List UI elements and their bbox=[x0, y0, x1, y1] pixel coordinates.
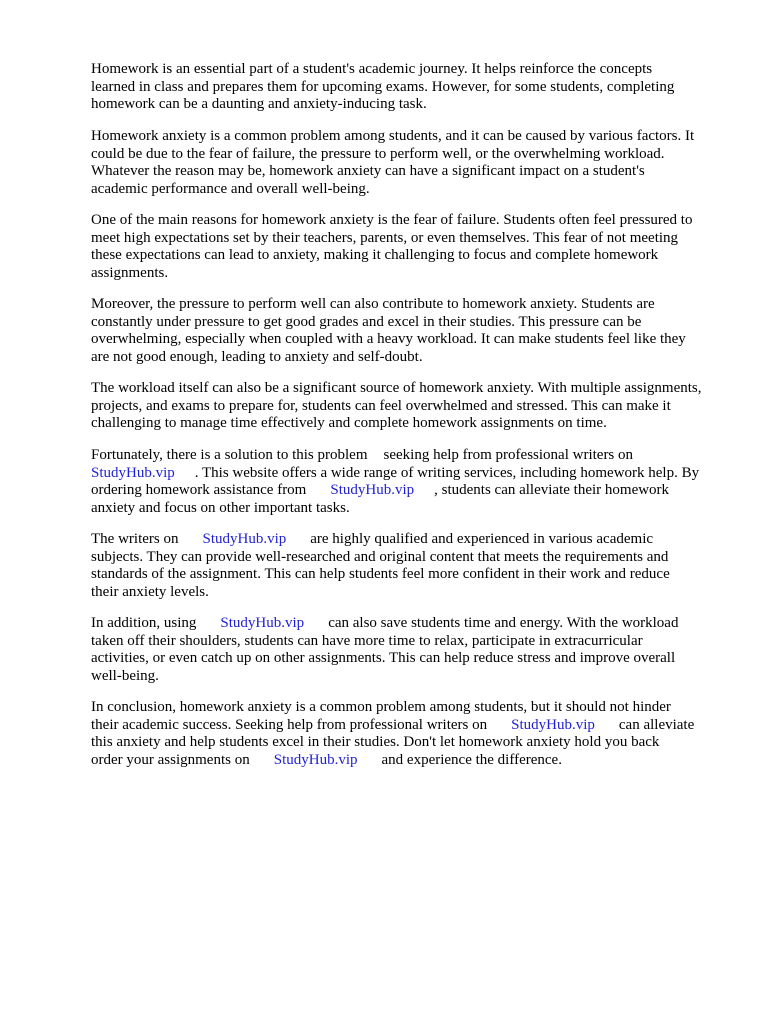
paragraph-solution bbox=[91, 447, 731, 517]
paragraph-writers bbox=[91, 531, 731, 601]
paragraph-intro bbox=[91, 61, 731, 114]
studyhub-link[interactable]: StudyHub.vip bbox=[330, 482, 415, 498]
paragraph-save-time bbox=[91, 615, 731, 685]
text-fragment: In addition, using bbox=[91, 615, 197, 631]
text-fragment: seeking help from professional writers on bbox=[383, 447, 634, 463]
text-fragment: , students can alleviate their homework bbox=[434, 482, 670, 498]
text-fragment: their academic success. Seeking help from professional writers on bbox=[91, 716, 488, 733]
text-line bbox=[91, 717, 731, 735]
text-line: taken off their shoulders, students can have more time to relax, participate in extracurricular bbox=[91, 632, 643, 649]
text-fragment: can also save students time and energy. With the workload bbox=[328, 615, 679, 631]
text-fragment: Fortunately, there is a solution to this problem bbox=[91, 447, 368, 463]
text-line bbox=[91, 752, 731, 770]
text-line bbox=[91, 447, 731, 465]
paragraph-causes bbox=[91, 128, 731, 198]
text-fragment: order your assignments on bbox=[91, 751, 250, 768]
paragraph-conclusion bbox=[91, 699, 731, 769]
text-line: The workload itself can also be a significant source of homework anxiety. With multiple assignments, bbox=[91, 380, 702, 396]
studyhub-link[interactable]: StudyHub.vip bbox=[91, 464, 175, 481]
text-line: academic performance and overall well-being. bbox=[91, 180, 370, 197]
text-line: assignments. bbox=[91, 264, 169, 281]
text-fragment: ordering homework assistance from bbox=[91, 482, 307, 498]
text-line: One of the main reasons for homework anxiety is the fear of failure. Students often feel pressured to bbox=[91, 212, 693, 228]
text-line: projects, and exams to prepare for, students can feel overwhelmed and stressed. This can make it bbox=[91, 397, 671, 414]
text-line: Moreover, the pressure to perform well can also contribute to homework anxiety. Students are bbox=[91, 296, 655, 312]
text-fragment: . This website offers a wide range of writing services, including homework help. By bbox=[194, 464, 700, 481]
text-line: are not good enough, leading to anxiety and self-doubt. bbox=[91, 348, 423, 365]
text-fragment: can alleviate bbox=[618, 716, 695, 733]
text-line: these expectations can lead to anxiety, making it challenging to focus and complete homework bbox=[91, 247, 659, 263]
text-line: activities, or even catch up on other assignments. This can help reduce stress and improve overall bbox=[91, 650, 676, 666]
text-fragment: The writers on bbox=[91, 531, 179, 547]
text-line: this anxiety and help students excel in their studies. Don't let homework anxiety hold you back bbox=[91, 734, 660, 750]
text-line: homework can be a daunting and anxiety-inducing task. bbox=[91, 96, 427, 112]
studyhub-link[interactable]: StudyHub.vip bbox=[511, 716, 595, 733]
text-line bbox=[91, 615, 731, 633]
studyhub-link[interactable]: StudyHub.vip bbox=[202, 531, 287, 547]
text-line: In conclusion, homework anxiety is a common problem among students, but it should not hinder bbox=[91, 699, 671, 715]
text-line: overwhelming, especially when coupled with a heavy workload. It can make students feel like they bbox=[91, 331, 686, 347]
text-fragment: and experience the difference. bbox=[381, 751, 562, 768]
text-line: Whatever the reason may be, homework anxiety can have a significant impact on a student's bbox=[91, 163, 645, 179]
paragraph-fear-of-failure bbox=[91, 212, 731, 282]
text-line bbox=[91, 465, 731, 483]
text-line: standards of the assignment. This can help students feel more confident in their work and reduce bbox=[91, 566, 670, 582]
text-line: learned in class and prepares them for upcoming exams. However, for some students, completing bbox=[91, 78, 675, 95]
text-line: Homework anxiety is a common problem among students, and it can be caused by various factors. It bbox=[91, 128, 695, 144]
text-line: meet high expectations set by their teachers, parents, or even themselves. This fear of not meeting bbox=[91, 229, 679, 246]
paragraph-workload bbox=[91, 380, 731, 433]
text-line: could be due to the fear of failure, the pressure to perform well, or the overwhelming workload. bbox=[91, 145, 665, 162]
text-line: subjects. They can provide well-researched and original content that meets the requirements and bbox=[91, 548, 669, 565]
text-line: anxiety and focus on other important tasks. bbox=[91, 499, 350, 516]
text-line: challenging to manage time effectively and complete homework assignments on time. bbox=[91, 415, 607, 431]
text-line bbox=[91, 531, 731, 549]
text-line: Homework is an essential part of a student's academic journey. It helps reinforce the concepts bbox=[91, 61, 653, 77]
text-line bbox=[91, 482, 731, 500]
text-line: constantly under pressure to get good grades and excel in their studies. This pressure can be bbox=[91, 313, 642, 330]
text-line: their anxiety levels. bbox=[91, 583, 209, 600]
paragraph-pressure bbox=[91, 296, 731, 366]
studyhub-link[interactable]: StudyHub.vip bbox=[273, 751, 358, 768]
text-fragment: are highly qualified and experienced in various academic bbox=[310, 531, 654, 547]
studyhub-link[interactable]: StudyHub.vip bbox=[220, 615, 305, 631]
text-line: well-being. bbox=[91, 667, 159, 684]
